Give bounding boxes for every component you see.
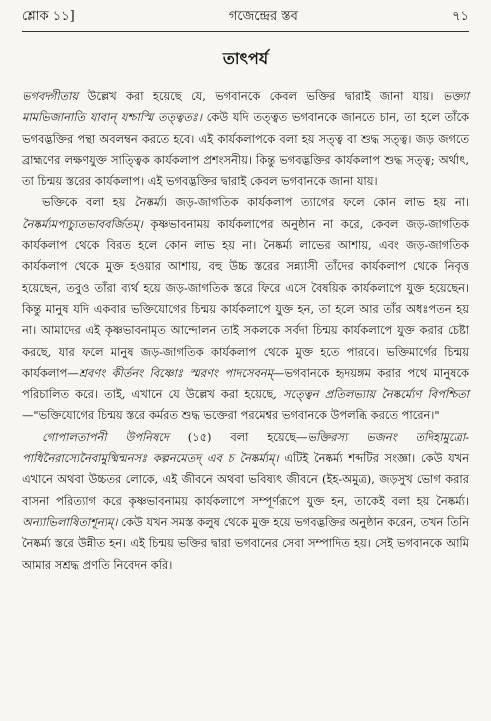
chapter-title: গজেন্দ্রের স্তব	[228, 8, 298, 24]
text-run: কেউ যখন সমস্ত কলুষ থেকে মুক্ত হয়ে ভগবদ্ভক্তির অনুষ্ঠান করেন, তখন তিনি নৈষ্কর্ম্য স্তরে উন্নীত হন। এই চিন্ময় ভক্তির দ্বারা ভগবানের সেবা সম্পাদিত হয়। সেই ভগবানকে আমি আমার সশ্রদ্ধ প্রণতি নিবেদন করি।	[22, 514, 469, 572]
paragraph	[22, 192, 469, 426]
quoted-text: ভগবদ্গীতায়	[22, 89, 79, 103]
text-run: কৃষ্ণভাবনাময় কার্যকলাপের অনুষ্ঠান না করে, কেবল জড়-জাগতিক কার্যকলাপ থেকে বিরত হলে কোন লাভ হয় না। নৈষ্কর্ম্য লাভের আশায়, এবং জড়-জাগতিক কার্যকলাপ থেকে মুক্ত হওয়ার আশায়, বহু উচ্চ স্তরের সন্ন্যাসী তাঁদের কার্যকলাপ থেকে নিবৃত্ত হয়েছেন, তবুও তাঁরা ব্যর্থ হয়ে জড়-জাগতিক স্তরে ফিরে এসে বৈষয়িক কার্যকলাপে যুক্ত হয়েছেন। কিন্তু মানুষ যদি একবার ভক্তিযোগের চিন্ময় কার্যকলাপে যুক্ত হন, তা হলে আর তাঁর অধঃপতন হয় না। আমাদের এই কৃষ্ণভাবনামৃত আন্দোলন তাই সকলকে সর্বদা চিন্ময় কার্যকলাপে যুক্ত করার চেষ্টা করছে, যার ফলে মানুষ জড়-জাগতিক কার্যকলাপ থেকে মুক্ত হতে পারবে। ভক্তিমার্গের চিন্ময় কার্যকলাপ—	[22, 216, 469, 380]
quoted-text: অন্যাভিলাষিতাশূন্যম্।	[22, 514, 118, 529]
quoted-text: নৈষ্কর্ম্য	[134, 195, 163, 210]
text-run: (১৫) বলা হয়েছে—	[168, 429, 308, 444]
text-run: । জড়-জাগতিক কার্যকলাপ ত্যাগের ফলে কোন লাভ হয় না।	[162, 195, 469, 210]
text-run: উল্লেখ করা হয়েছে যে, ভগবানকে কেবল ভক্তির দ্বারাই জানা যায়।	[78, 89, 443, 103]
quoted-text: ভক্তিরস্য ভজনং তদিহামুত্রো-পাধিনৈরাস্যেনৈবামুষ্মিন্মনসঃ কল্পনমেতদ্ এব চ নৈষ্কর্ম্যম্।	[22, 429, 469, 466]
running-header	[22, 6, 469, 28]
section-title: তাৎপর্য	[222, 49, 269, 68]
quoted-text: গোপালতাপনী উপনিষদে	[42, 429, 169, 444]
text-run: কেউ যদি তত্ত্বত ভগবানকে জানতে চান, তা হলে তাঁকে ভগবদ্ভক্তির পন্থা অবলম্বন করতে হবে। এই কার্যকলাপকে বলা হয় সত্ত্ব বা শুদ্ধ সত্ত্ব। জড় জগতে ব্রাহ্মণের লক্ষণযুক্ত সাত্ত্বিক কার্যকলাপ প্রশংসনীয়। কিন্তু ভগবদ্ভক্তির কার্যকলাপ শুদ্ধ সত্ত্ব; অর্থাৎ, তা চিন্ময় স্তরের কার্যকলাপ। এই ভগবদ্ভক্তির দ্বারাই কেবল ভগবানকে জানা যায়।	[22, 110, 469, 189]
quoted-text: সত্ত্বেন প্রতিলভ্যায় নৈষ্কর্ম্যেণ বিপশ্চিতা	[282, 387, 469, 402]
quoted-text: নৈষ্কর্ম্যমপ্যচ্যুতভাববর্জিতম্।	[22, 216, 143, 231]
quoted-text: ভক্ত্যা মামভিজানাতি যাবান্ যশ্চাস্মি তত্ত্বতঃ।	[22, 89, 469, 125]
purport-body	[22, 86, 469, 576]
text-run: —"ভক্তিযোগের চিন্ময় স্তরে কর্মরত শুদ্ধ ভক্তেরা পরমেশ্বর ভগবানকে উপলব্ধি করতে পারেন।"	[22, 408, 440, 423]
header-rule	[22, 31, 469, 32]
text-run: এটিই নৈষ্কর্ম্য শব্দটির সংজ্ঞা। কেউ যখন এখানে অথবা উচ্চতর লোকে, এই জীবনে অথবা ভবিষ্যৎ জীবনে (ইহ-অমুত্র), জড়সুখ ভোগ করার বাসনা পরিত্যাগ করে কৃষ্ণভাবনাময় কার্যকলাপে সম্পূর্ণরূপে যুক্ত হন, তাকেই বলা হয় নৈষ্কর্ম্য।	[22, 451, 469, 508]
text-run: ভক্তিকে বলা হয়	[42, 195, 135, 210]
paragraph	[22, 427, 469, 576]
verse-number: শ্লোক ১১]	[22, 8, 75, 24]
page-number: ৭১	[452, 8, 469, 24]
paragraph	[22, 86, 469, 192]
quoted-text: শ্রবণং কীর্তনং বিষ্ণোঃ স্মরণং পাদসেবনম্	[78, 365, 273, 380]
text-run: —ভগবানকে হৃদয়ঙ্গম করার পথে মানুষকে পরিচালিত করে। তাই, এখানে যে উল্লেখ করা হয়েছে,	[22, 365, 469, 402]
